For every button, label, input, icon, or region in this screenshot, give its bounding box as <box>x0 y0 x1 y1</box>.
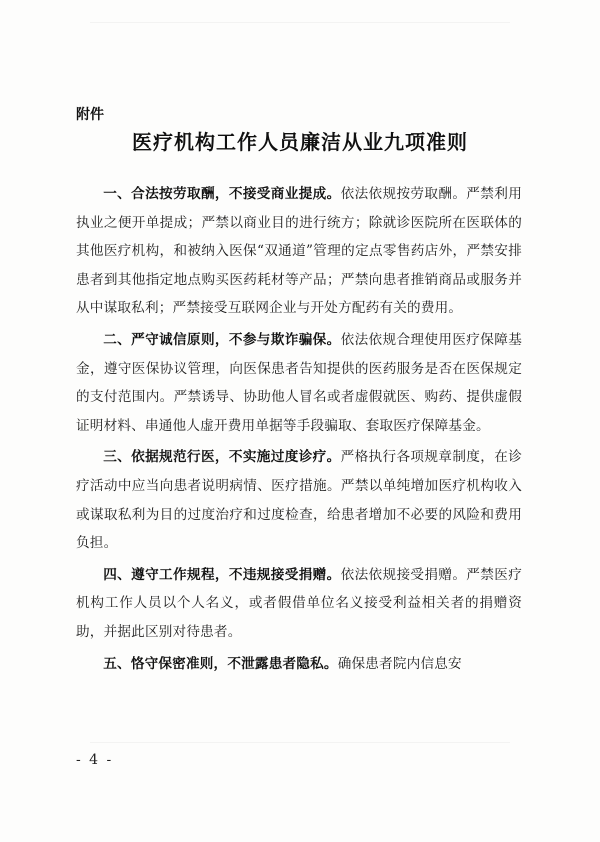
article-text: 确保患者院内信息安 <box>337 655 462 672</box>
article-text: 依法依规合理使用医疗保障基金，遵守医保协议管理，向医保患者告知提供的医药服务是否在医保规定的支付范围内。严禁诱导、协助他人冒名或者虚假就医、购药、提供虚假证明材料、串通他人虚开费用单据等手段骗取、套取医疗保障基金。 <box>76 331 522 434</box>
document-title: 医疗机构工作人员廉洁从业九项准则 <box>132 130 468 154</box>
article-5 <box>76 650 522 679</box>
article-1 <box>76 180 522 323</box>
scan-artifact <box>90 742 510 743</box>
scan-artifact <box>90 22 510 23</box>
page-number: - 4 - <box>76 752 114 768</box>
article-text: 依法依规接受捐赠。严禁医疗机构工作人员以个人名义，或者假借单位名义接受利益相关者的捐赠资助，并据此区别对待患者。 <box>76 566 522 640</box>
article-heading: 二、严守诚信原则，不参与欺诈骗保。 <box>103 331 341 348</box>
article-3 <box>76 443 522 557</box>
article-4 <box>76 561 522 647</box>
article-text: 严格执行各项规章制度，在诊疗活动中应当向患者说明病情、医疗措施。严禁以单纯增加医疗机构收入或谋取私利为目的过度治疗和过度检查，给患者增加不必要的风险和费用负担。 <box>76 449 522 552</box>
article-2 <box>76 326 522 440</box>
document-body <box>76 180 522 681</box>
article-text: 依法依规按劳取酬。严禁利用执业之便开单提成；严禁以商业目的进行统方；除就诊医院所在医联体的其他医疗机构，和被纳入医保“双通道”管理的定点零售药店外，严禁安排患者到其他指定地点购买医药耗材等产品；严禁向患者推销商品或服务并从中谋取私利；严禁接受互联网企业与开处方配药有关的费用。 <box>76 186 522 317</box>
article-heading: 一、合法按劳取酬，不接受商业提成。 <box>103 186 341 202</box>
article-heading: 五、恪守保密准则，不泄露患者隐私。 <box>103 655 338 672</box>
attachment-label: 附件 <box>76 107 104 123</box>
article-heading: 四、遵守工作规程，不违规接受捐赠。 <box>103 566 341 583</box>
article-heading: 三、依据规范行医，不实施过度诊疗。 <box>103 449 341 466</box>
